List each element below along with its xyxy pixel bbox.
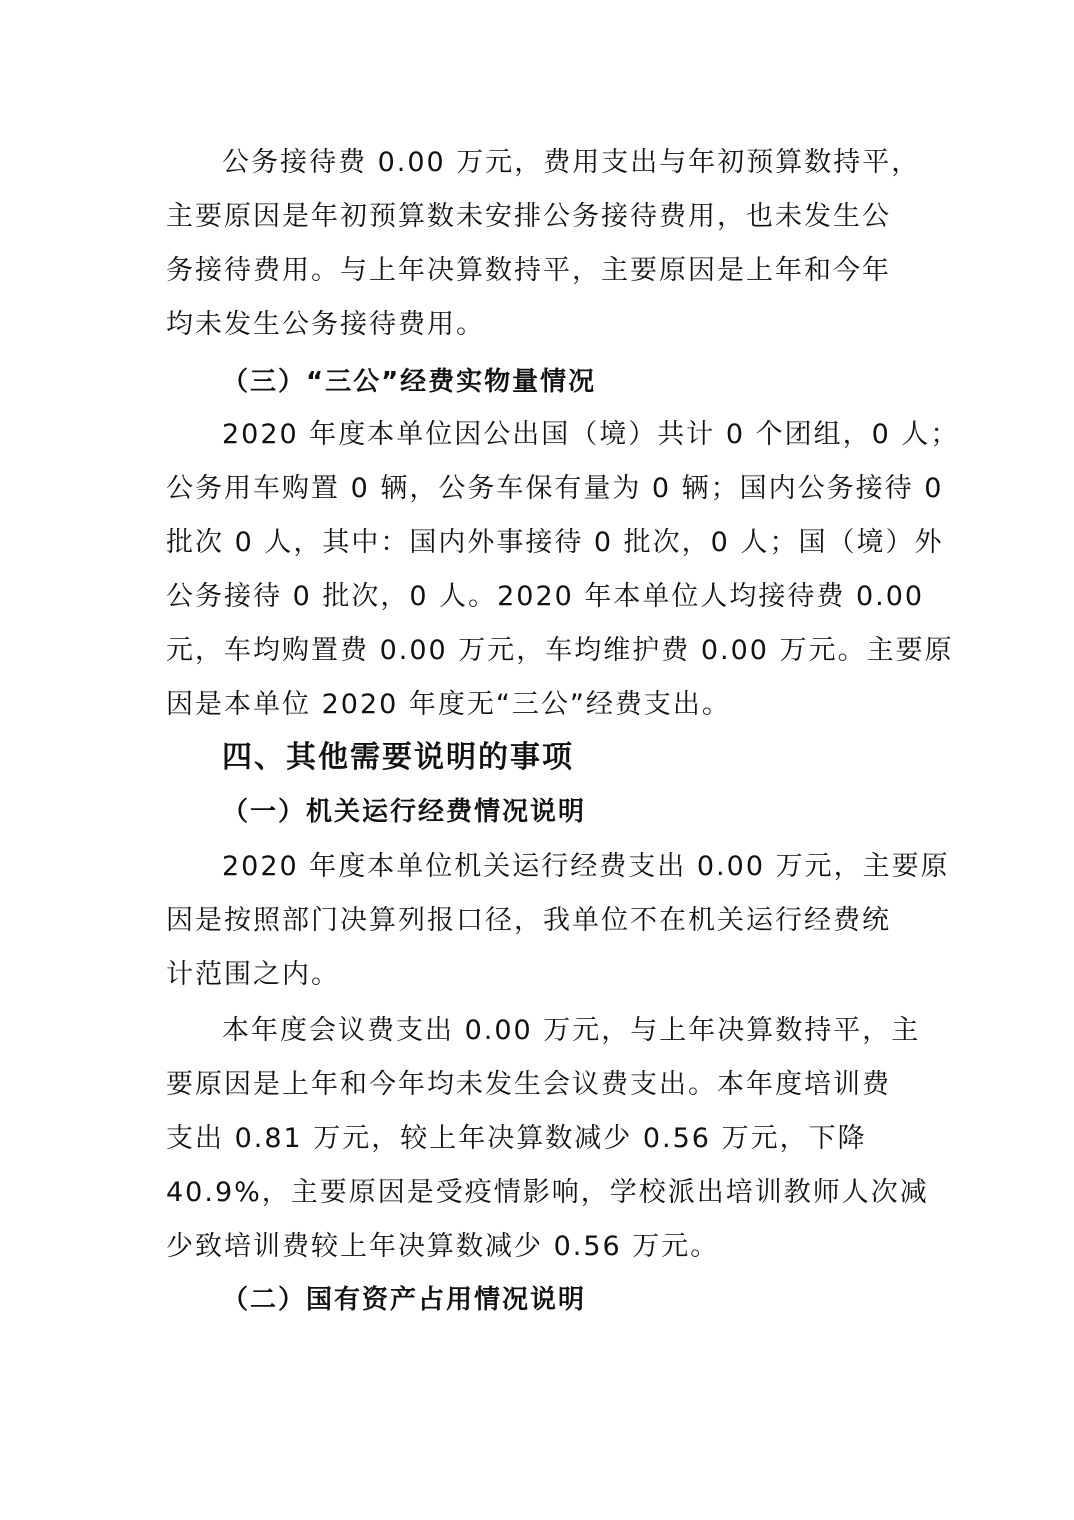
- paragraph-operating-funds: [166, 840, 950, 1002]
- paragraph-line: 要原因是上年和今年均未发生会议费支出。本年度培训费: [166, 1069, 891, 1100]
- paragraph-line: 本年度会议费支出 0.00 万元，与上年决算数持平，主: [222, 1015, 921, 1046]
- chapter-heading-other-matters: 四、其他需要说明的事项: [222, 740, 574, 775]
- paragraph-line: 均未发生公务接待费用。: [166, 309, 485, 340]
- paragraph-line: 计范围之内。: [166, 959, 340, 990]
- paragraph-line: 因是本单位 2020 年度无“三公”经费支出。: [166, 689, 731, 720]
- paragraph-line: 公务接待费 0.00 万元，费用支出与年初预算数持平，: [222, 147, 921, 178]
- paragraph-line: 公务用车购置 0 辆，公务车保有量为 0 辆；国内公务接待 0: [166, 473, 944, 504]
- section-heading-three-public-quantity: （三）“三公”经费实物量情况: [222, 367, 597, 397]
- paragraph-line: 因是按照部门决算列报口径，我单位不在机关运行经费统: [166, 905, 891, 936]
- paragraph-three-public-quantity: [166, 408, 960, 732]
- paragraph-line: 2020 年度本单位机关运行经费支出 0.00 万元，主要原: [222, 851, 950, 882]
- paragraph-line: 主要原因是年初预算数未安排公务接待费用，也未发生公: [166, 201, 891, 232]
- paragraph-meeting-training-fees: [166, 1004, 929, 1274]
- paragraph-line: 务接待费用。与上年决算数持平，主要原因是上年和今年: [166, 255, 891, 286]
- paragraph-line: 少致培训费较上年决算数减少 0.56 万元。: [166, 1231, 720, 1262]
- paragraph-line: 批次 0 人，其中：国内外事接待 0 批次，0 人；国（境）外: [166, 527, 944, 558]
- paragraph-line: 支出 0.81 万元，较上年决算数减少 0.56 万元，下降: [166, 1123, 867, 1154]
- paragraph-line: 公务接待 0 批次，0 人。2020 年本单位人均接待费 0.00: [166, 581, 925, 612]
- paragraph-line: 2020 年度本单位因公出国（境）共计 0 个团组，0 人；: [222, 419, 960, 450]
- paragraph-reception-fee: [166, 136, 921, 352]
- paragraph-line: 元，车均购置费 0.00 万元，车均维护费 0.00 万元。主要原: [166, 635, 954, 666]
- section-heading-state-assets: （二）国有资产占用情况说明: [222, 1285, 587, 1315]
- section-heading-operating-funds: （一）机关运行经费情况说明: [222, 797, 587, 827]
- paragraph-line: 40.9%，主要原因是受疫情影响，学校派出培训教师人次减: [166, 1177, 929, 1208]
